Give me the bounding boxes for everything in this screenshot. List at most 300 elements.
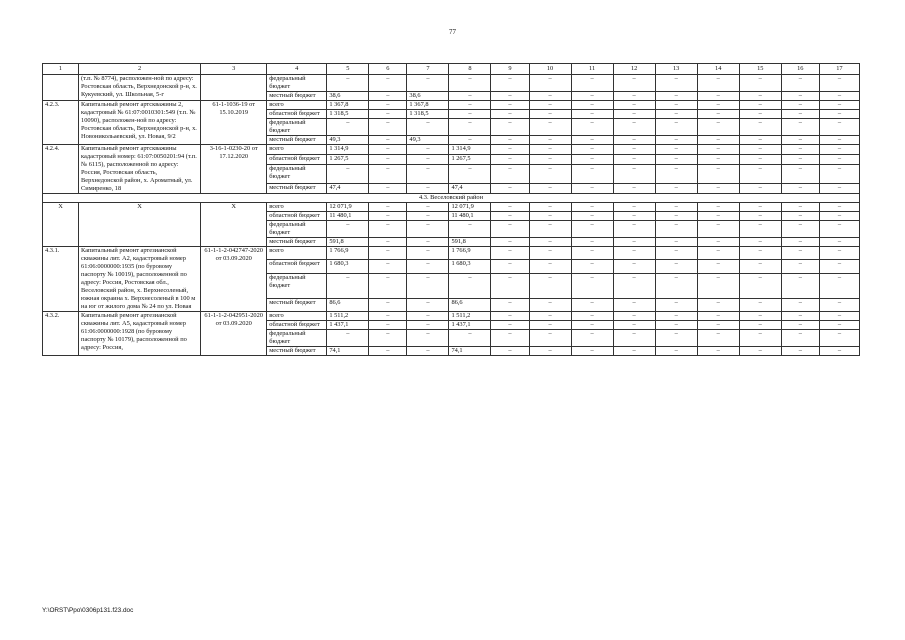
amount-cell: 1 766,9 (327, 247, 369, 260)
amount-cell: – (491, 221, 529, 238)
amount-cell: – (655, 312, 697, 321)
amount-cell: – (781, 212, 819, 221)
amount-cell: – (369, 203, 407, 212)
amount-cell: – (613, 298, 655, 311)
amount-cell: – (781, 136, 819, 145)
amount-cell: – (449, 92, 491, 101)
amount-cell: – (819, 110, 859, 119)
table-row (43, 312, 860, 321)
item-number: Х (43, 203, 79, 247)
amount-cell: – (529, 136, 571, 145)
amount-cell: – (739, 273, 781, 298)
amount-cell: – (407, 247, 449, 260)
amount-cell: – (781, 75, 819, 92)
amount-cell: – (571, 136, 613, 145)
amount-cell: – (613, 165, 655, 184)
column-header: 7 (407, 64, 449, 75)
funding-source: областной бюджет (267, 260, 327, 273)
amount-cell: – (491, 101, 529, 110)
amount-cell: – (529, 298, 571, 311)
amount-cell: – (369, 155, 407, 165)
amount-cell: – (491, 330, 529, 347)
amount-cell: – (655, 212, 697, 221)
amount-cell: – (449, 273, 491, 298)
amount-cell: – (491, 260, 529, 273)
amount-cell: – (491, 347, 529, 356)
amount-cell: – (819, 92, 859, 101)
amount-cell: – (369, 110, 407, 119)
amount-cell: – (739, 260, 781, 273)
column-header: 10 (529, 64, 571, 75)
amount-cell: – (781, 203, 819, 212)
amount-cell: – (529, 238, 571, 247)
permit-document: Х (201, 203, 267, 247)
amount-cell: – (491, 321, 529, 330)
amount-cell: – (491, 212, 529, 221)
table-row (43, 203, 860, 212)
amount-cell: – (613, 155, 655, 165)
amount-cell: – (697, 321, 739, 330)
amount-cell: – (571, 247, 613, 260)
column-header: 11 (571, 64, 613, 75)
amount-cell: – (819, 273, 859, 298)
column-header: 15 (739, 64, 781, 75)
amount-cell: – (655, 136, 697, 145)
amount-cell: – (491, 136, 529, 145)
amount-cell: – (819, 203, 859, 212)
amount-cell: – (819, 247, 859, 260)
amount-cell: – (697, 273, 739, 298)
funding-source: местный бюджет (267, 347, 327, 356)
amount-cell: – (781, 165, 819, 184)
amount-cell: – (739, 92, 781, 101)
amount-cell: – (655, 75, 697, 92)
amount-cell: 47,4 (449, 183, 491, 193)
amount-cell: – (819, 298, 859, 311)
amount-cell: – (529, 260, 571, 273)
amount-cell: – (571, 145, 613, 155)
amount-cell: – (613, 183, 655, 193)
amount-cell: – (407, 260, 449, 273)
funding-source: всего (267, 203, 327, 212)
amount-cell: – (655, 183, 697, 193)
amount-cell: – (739, 183, 781, 193)
amount-cell: – (613, 330, 655, 347)
amount-cell: 1 437,1 (327, 321, 369, 330)
amount-cell: – (819, 238, 859, 247)
amount-cell: – (697, 119, 739, 136)
amount-cell: – (655, 110, 697, 119)
amount-cell: – (407, 347, 449, 356)
amount-cell: – (369, 247, 407, 260)
funding-source: всего (267, 101, 327, 110)
item-number: 4.2.3. (43, 101, 79, 145)
permit-document: 61-1-1-2-042951-2020 от 03.09.2020 (201, 312, 267, 356)
amount-cell: – (655, 347, 697, 356)
amount-cell: – (655, 92, 697, 101)
amount-cell: – (529, 75, 571, 92)
amount-cell: – (449, 119, 491, 136)
amount-cell: – (613, 321, 655, 330)
amount-cell: – (491, 145, 529, 155)
amount-cell: – (819, 155, 859, 165)
item-description: Капитальный ремонт артезианской скважины лит. А2, кадастровый номер 61:06:0000000:1935 (по буровому паспорту № 10019), расположенной по адресу: Россия, Ростовская обл., Веселовский район, х. Верхнесоленый, южная окраина х. Верхнесоленый в 100 м на юг от жилого дома № 24 по ул. Новая (79, 247, 201, 312)
amount-cell: – (697, 203, 739, 212)
amount-cell: – (739, 155, 781, 165)
amount-cell: – (369, 260, 407, 273)
amount-cell: – (407, 298, 449, 311)
amount-cell: – (613, 312, 655, 321)
amount-cell: 1 511,2 (327, 312, 369, 321)
amount-cell: – (449, 221, 491, 238)
amount-cell: – (491, 119, 529, 136)
amount-cell: – (327, 75, 369, 92)
amount-cell: 49,3 (407, 136, 449, 145)
amount-cell: – (697, 238, 739, 247)
amount-cell: – (655, 165, 697, 184)
amount-cell: – (529, 312, 571, 321)
amount-cell: – (613, 92, 655, 101)
amount-cell: – (449, 101, 491, 110)
amount-cell: 591,8 (449, 238, 491, 247)
amount-cell: – (819, 221, 859, 238)
amount-cell: 11 480,1 (449, 212, 491, 221)
amount-cell: – (491, 110, 529, 119)
amount-cell: 1 511,2 (449, 312, 491, 321)
amount-cell: – (407, 330, 449, 347)
item-number: 4.3.2. (43, 312, 79, 356)
column-header: 13 (655, 64, 697, 75)
amount-cell: – (613, 101, 655, 110)
amount-cell: – (819, 119, 859, 136)
amount-cell: – (529, 165, 571, 184)
column-header: 9 (491, 64, 529, 75)
amount-cell: – (739, 347, 781, 356)
amount-cell: – (739, 203, 781, 212)
amount-cell: – (369, 321, 407, 330)
amount-cell: – (739, 298, 781, 311)
section-title: 4.3. Веселовский район (43, 194, 860, 203)
amount-cell: – (819, 165, 859, 184)
amount-cell: – (697, 212, 739, 221)
amount-cell: – (369, 273, 407, 298)
amount-cell: – (369, 92, 407, 101)
amount-cell: 1 367,8 (407, 101, 449, 110)
column-header: 17 (819, 64, 859, 75)
amount-cell: – (739, 247, 781, 260)
amount-cell: – (369, 75, 407, 92)
amount-cell: – (613, 273, 655, 298)
amount-cell: – (529, 203, 571, 212)
amount-cell: – (739, 330, 781, 347)
item-description: Капитальный ремонт артезианской скважины лит. А5, кадастровый номер 61:06:0000000:1928 (по буровому паспорту № 10179), расположенной по адресу: Россия, (79, 312, 201, 356)
amount-cell: – (819, 75, 859, 92)
amount-cell: 74,1 (327, 347, 369, 356)
amount-cell: – (697, 136, 739, 145)
amount-cell: – (369, 312, 407, 321)
amount-cell: – (613, 247, 655, 260)
amount-cell: – (819, 183, 859, 193)
amount-cell: 1 367,8 (327, 101, 369, 110)
amount-cell: – (571, 155, 613, 165)
amount-cell: – (369, 136, 407, 145)
amount-cell: – (655, 221, 697, 238)
amount-cell: 49,3 (327, 136, 369, 145)
permit-document: 61-1-1-2-042747-2020 от 03.09.2020 (201, 247, 267, 312)
amount-cell: – (819, 330, 859, 347)
amount-cell: – (571, 110, 613, 119)
amount-cell: – (739, 145, 781, 155)
amount-cell: – (529, 273, 571, 298)
funding-source: всего (267, 247, 327, 260)
table-row (43, 101, 860, 110)
amount-cell: 1 318,5 (327, 110, 369, 119)
amount-cell: – (781, 247, 819, 260)
amount-cell: 74,1 (449, 347, 491, 356)
amount-cell: – (697, 110, 739, 119)
permit-document: 61-1-1036-19 от 15.10.2019 (201, 101, 267, 145)
amount-cell: 38,6 (407, 92, 449, 101)
amount-cell: – (697, 247, 739, 260)
column-header: 4 (267, 64, 327, 75)
permit-document: 3-16-1-0230-20 от 17.12.2020 (201, 145, 267, 194)
amount-cell: – (655, 298, 697, 311)
amount-cell: – (407, 221, 449, 238)
amount-cell: 1 318,5 (407, 110, 449, 119)
amount-cell: – (781, 155, 819, 165)
amount-cell: – (571, 75, 613, 92)
amount-cell: – (407, 75, 449, 92)
amount-cell: – (369, 145, 407, 155)
amount-cell: – (369, 165, 407, 184)
funding-source: местный бюджет (267, 92, 327, 101)
amount-cell: – (407, 312, 449, 321)
amount-cell: – (529, 221, 571, 238)
amount-cell: – (407, 273, 449, 298)
amount-cell: – (571, 347, 613, 356)
amount-cell: – (697, 165, 739, 184)
header-row (43, 64, 860, 75)
amount-cell: – (369, 298, 407, 311)
table-row (43, 145, 860, 155)
amount-cell: – (529, 92, 571, 101)
amount-cell: – (407, 183, 449, 193)
amount-cell: – (781, 119, 819, 136)
amount-cell: 47,4 (327, 183, 369, 193)
amount-cell: – (613, 212, 655, 221)
amount-cell: – (655, 145, 697, 155)
amount-cell: – (697, 75, 739, 92)
amount-cell: – (613, 221, 655, 238)
amount-cell: – (697, 155, 739, 165)
amount-cell: 86,6 (327, 298, 369, 311)
amount-cell: – (369, 347, 407, 356)
amount-cell: – (781, 330, 819, 347)
funding-source: местный бюджет (267, 298, 327, 311)
amount-cell: – (613, 145, 655, 155)
amount-cell: – (819, 145, 859, 155)
amount-cell: – (529, 145, 571, 155)
amount-cell: – (781, 273, 819, 298)
amount-cell: – (529, 155, 571, 165)
amount-cell: 1 267,5 (449, 155, 491, 165)
amount-cell: – (781, 145, 819, 155)
amount-cell: – (407, 155, 449, 165)
amount-cell: – (739, 136, 781, 145)
amount-cell: – (819, 321, 859, 330)
amount-cell: – (571, 92, 613, 101)
amount-cell: – (327, 273, 369, 298)
item-description: Капитальный ремонт артскважины 2, кадастровый № 61:07:0010301:549 (т.п. № 10090), расположен-ной по адресу: Ростовская область, Верхнедонской р-н, х. Новоникольаевский, ул. Новая, 9/2 (79, 101, 201, 145)
amount-cell: – (407, 145, 449, 155)
item-description: Капитальный ремонт артскважины кадастровый номер: 61:07:0050201:94 (т.п. № 6115), расположенной по адресу: Россия, Ростовская область, Верхнедонской район, х. Ароматный, ул. Симиренко, 18 (79, 145, 201, 194)
funding-source: федеральный бюджет (267, 330, 327, 347)
amount-cell: 1 437,1 (449, 321, 491, 330)
amount-cell: – (613, 136, 655, 145)
amount-cell: – (571, 330, 613, 347)
amount-cell: – (529, 119, 571, 136)
amount-cell: – (491, 273, 529, 298)
amount-cell: – (407, 119, 449, 136)
column-header: 3 (201, 64, 267, 75)
amount-cell: – (407, 203, 449, 212)
amount-cell: – (739, 101, 781, 110)
amount-cell: 1 680,3 (449, 260, 491, 273)
amount-cell: – (327, 330, 369, 347)
amount-cell: – (613, 347, 655, 356)
column-header: 6 (369, 64, 407, 75)
amount-cell: 1 314,9 (449, 145, 491, 155)
amount-cell: – (571, 101, 613, 110)
amount-cell: – (781, 312, 819, 321)
funding-source: местный бюджет (267, 183, 327, 193)
amount-cell: – (613, 260, 655, 273)
amount-cell: – (739, 321, 781, 330)
column-header: 1 (43, 64, 79, 75)
amount-cell: – (327, 165, 369, 184)
amount-cell: – (407, 238, 449, 247)
column-header: 2 (79, 64, 201, 75)
amount-cell: – (491, 203, 529, 212)
funding-source: местный бюджет (267, 136, 327, 145)
amount-cell: – (369, 212, 407, 221)
amount-cell: – (407, 212, 449, 221)
funding-source: федеральный бюджет (267, 273, 327, 298)
amount-cell: – (697, 221, 739, 238)
amount-cell: – (655, 260, 697, 273)
amount-cell: – (697, 298, 739, 311)
amount-cell: – (529, 101, 571, 110)
amount-cell: – (697, 312, 739, 321)
funding-source: всего (267, 312, 327, 321)
amount-cell: 1 267,5 (327, 155, 369, 165)
amount-cell: – (613, 110, 655, 119)
amount-cell: 1 314,9 (327, 145, 369, 155)
budget-table (42, 63, 860, 356)
amount-cell: – (369, 330, 407, 347)
amount-cell: – (571, 165, 613, 184)
amount-cell: 12 071,9 (327, 203, 369, 212)
amount-cell: – (369, 101, 407, 110)
amount-cell: – (781, 260, 819, 273)
file-path-footer: Y:\ORST\Ppo\0306p131.f23.doc (42, 607, 134, 614)
column-header: 8 (449, 64, 491, 75)
amount-cell: – (491, 238, 529, 247)
amount-cell: – (529, 330, 571, 347)
permit-document (201, 75, 267, 101)
amount-cell: – (781, 347, 819, 356)
amount-cell: – (781, 298, 819, 311)
amount-cell: – (571, 119, 613, 136)
amount-cell: – (491, 75, 529, 92)
amount-cell: – (739, 165, 781, 184)
funding-source: областной бюджет (267, 155, 327, 165)
amount-cell: – (697, 260, 739, 273)
amount-cell: – (491, 155, 529, 165)
amount-cell: – (819, 101, 859, 110)
amount-cell: – (571, 238, 613, 247)
amount-cell: – (739, 110, 781, 119)
amount-cell: – (819, 136, 859, 145)
item-description: Х (79, 203, 201, 247)
column-header: 5 (327, 64, 369, 75)
funding-source: областной бюджет (267, 110, 327, 119)
amount-cell: – (529, 321, 571, 330)
amount-cell: – (781, 221, 819, 238)
amount-cell: – (369, 238, 407, 247)
amount-cell: – (571, 321, 613, 330)
amount-cell: – (613, 119, 655, 136)
amount-cell: – (491, 298, 529, 311)
amount-cell: – (529, 212, 571, 221)
funding-source: областной бюджет (267, 321, 327, 330)
amount-cell: – (655, 119, 697, 136)
amount-cell: – (613, 75, 655, 92)
amount-cell: – (407, 321, 449, 330)
amount-cell: – (571, 298, 613, 311)
amount-cell: – (449, 75, 491, 92)
amount-cell: – (697, 330, 739, 347)
amount-cell: 1 766,9 (449, 247, 491, 260)
amount-cell: – (571, 183, 613, 193)
amount-cell: – (369, 221, 407, 238)
funding-source: федеральный бюджет (267, 165, 327, 184)
section-row (43, 194, 860, 203)
amount-cell: – (739, 221, 781, 238)
funding-source: местный бюджет (267, 238, 327, 247)
amount-cell: – (739, 238, 781, 247)
item-number: 4.3.1. (43, 247, 79, 312)
column-header: 16 (781, 64, 819, 75)
funding-source: федеральный бюджет (267, 119, 327, 136)
amount-cell: – (491, 92, 529, 101)
amount-cell: – (781, 110, 819, 119)
amount-cell: – (739, 75, 781, 92)
amount-cell: – (449, 136, 491, 145)
amount-cell: – (819, 212, 859, 221)
amount-cell: – (491, 247, 529, 260)
amount-cell: – (655, 238, 697, 247)
amount-cell: – (491, 165, 529, 184)
funding-source: федеральный бюджет (267, 75, 327, 92)
amount-cell: – (655, 101, 697, 110)
amount-cell: – (529, 110, 571, 119)
item-number: 4.2.4. (43, 145, 79, 194)
amount-cell: – (491, 183, 529, 193)
amount-cell: – (571, 203, 613, 212)
item-number (43, 75, 79, 101)
funding-source: областной бюджет (267, 212, 327, 221)
